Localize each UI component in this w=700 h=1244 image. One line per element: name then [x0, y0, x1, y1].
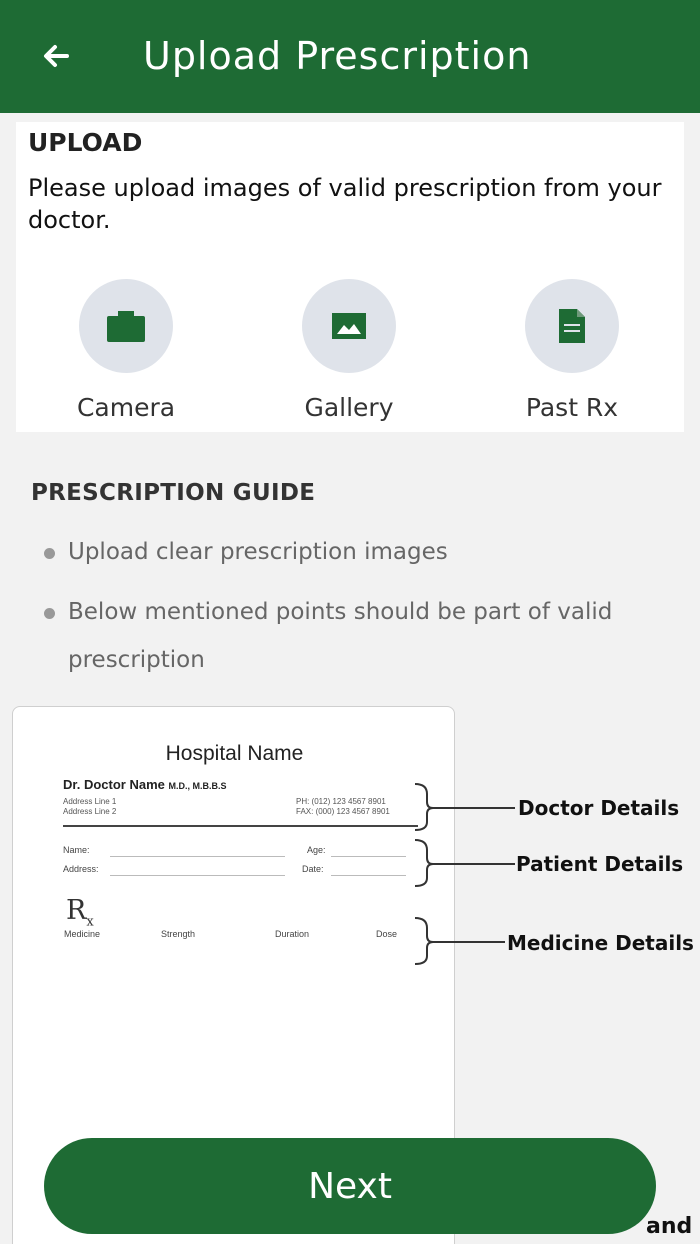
partial-text: and [646, 1214, 693, 1239]
divider [63, 825, 418, 827]
guide-item-text: Below mentioned points should be part of valid prescription [68, 599, 613, 673]
patient-bracket [415, 840, 433, 886]
column-dose: Dose [376, 929, 398, 939]
image-icon [331, 312, 367, 340]
guide-item-text: Upload clear prescription images [68, 539, 448, 565]
rx-symbol [66, 895, 94, 929]
column-medicine: Medicine [64, 929, 101, 939]
upload-heading: UPLOAD [28, 128, 143, 157]
doctor-degree: M.D., M.B.B.S [168, 781, 227, 791]
name-line [110, 856, 285, 857]
document-icon [557, 308, 587, 344]
date-line [331, 875, 406, 876]
arrow-left-icon [41, 41, 71, 71]
doctor-phone: PH: (012) 123 4567 8901 [296, 797, 386, 806]
app-bar [0, 0, 700, 113]
doctor-name-text: Dr. Doctor Name [63, 777, 165, 792]
name-label: Name: [63, 845, 90, 855]
medicine-details-label: Medicine Details [507, 931, 694, 955]
address-line-1: Address Line 1 [63, 797, 117, 806]
page-title: Upload Prescription [143, 34, 532, 78]
address-label: Address: [63, 864, 99, 874]
medicine-bracket [415, 918, 433, 964]
upload-description: Please upload images of valid prescription from your doctor. [28, 174, 662, 234]
hospital-name: Hospital Name [165, 742, 304, 765]
gallery-button[interactable] [302, 279, 396, 373]
camera-icon [106, 309, 146, 343]
past-rx-button[interactable] [525, 279, 619, 373]
address-line-2: Address Line 2 [63, 807, 117, 816]
camera-option[interactable] [26, 279, 226, 422]
rx-symbol-main: R [66, 895, 87, 926]
next-button-label: Next [308, 1165, 392, 1207]
guide-item [44, 528, 664, 576]
date-label: Date: [302, 864, 324, 874]
doctor-details-label: Doctor Details [518, 796, 680, 820]
gallery-option[interactable] [249, 279, 449, 422]
doctor-fax: FAX: (000) 123 4567 8901 [296, 807, 390, 816]
column-strength: Strength [161, 929, 196, 939]
rx-symbol-sub: x [86, 914, 94, 930]
guide-item [44, 588, 624, 684]
age-line [331, 856, 406, 857]
next-button[interactable] [44, 1138, 656, 1234]
past-rx-option[interactable] [472, 279, 672, 422]
bullet-icon [44, 608, 55, 619]
gallery-label: Gallery [304, 393, 394, 422]
past-rx-label: Past Rx [525, 393, 619, 422]
column-duration: Duration [275, 929, 310, 939]
doctor-name [63, 777, 227, 792]
back-button[interactable] [30, 30, 82, 82]
camera-button[interactable] [79, 279, 173, 373]
doctor-bracket [415, 784, 433, 830]
guide-heading: PRESCRIPTION GUIDE [31, 480, 316, 506]
age-label: Age: [307, 845, 326, 855]
bullet-icon [44, 548, 55, 559]
camera-label: Camera [76, 393, 176, 422]
patient-details-label: Patient Details [516, 852, 684, 876]
upload-card [16, 122, 684, 432]
address-line [110, 875, 285, 876]
